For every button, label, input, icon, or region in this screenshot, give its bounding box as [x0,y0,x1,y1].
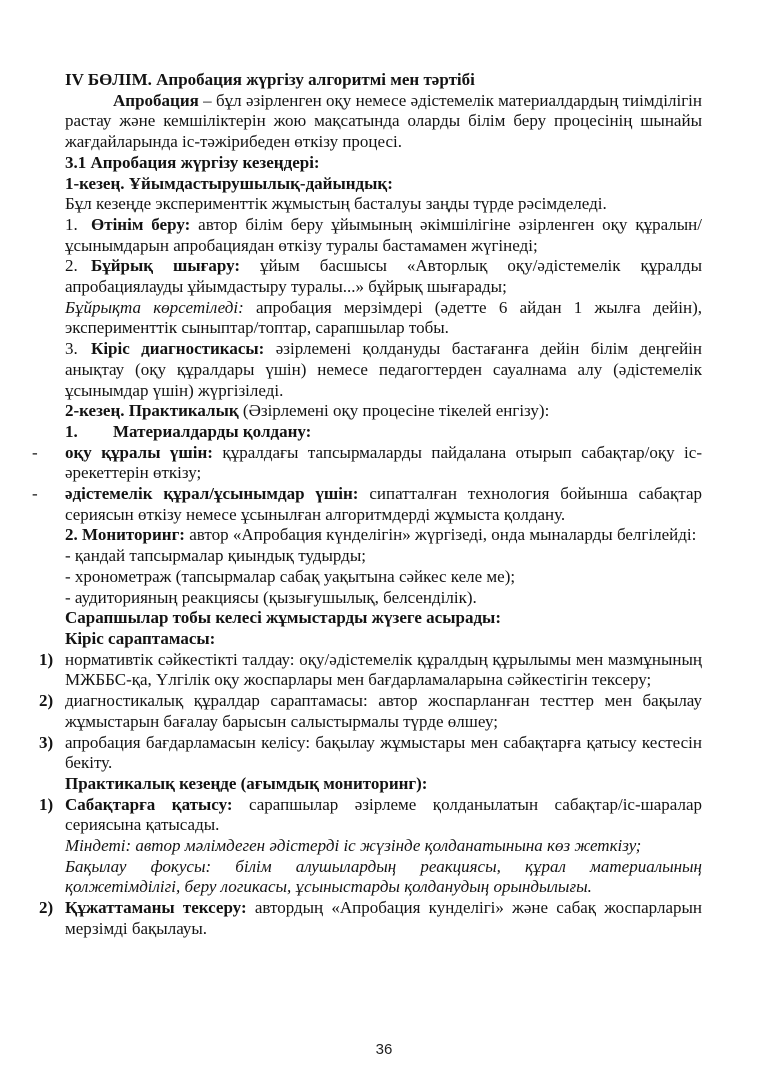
text-run: оқу құралы үшін: [65,442,213,462]
text-run: әдістемелік құрал/ұсынымдар үшін: [65,484,359,504]
text-run: - қандай тапсырмалар қиындық тудырды; [65,546,366,566]
text-run: 3.1 Апробация жүргізу кезеңдері: [65,152,320,172]
paragraph [65,857,702,898]
text-run: Сарапшылар тобы келесі жұмыстарды жүзеге асырады: [65,608,501,628]
text-run: Практикалық кезеңде (ағымдық мониторинг): [65,773,428,793]
list-marker: 1. [65,214,78,234]
text-run: 2-кезең. Практикалық [65,401,239,421]
text-run: – бұл әзірленген оқу немесе әдістемелік материалдардың тиімділігін растау және кемшіліктерін жою мақсатында оларды білім беру процесінің шынайы жағдайларында іс-тәжірибеден өткізу процесі. [65,90,702,152]
text-run: құралдағы тапсырмаларды пайдалана отырып сабақтар/оқу іс-әрекеттерін өткізу; [65,442,702,483]
text-run: Бұйрықта көрсетіледі: [65,297,244,317]
heading [65,174,702,195]
sub-list-item [65,588,702,609]
list-item [39,649,702,691]
paragraph [65,194,702,215]
text-run: Өтінім беру: [91,214,191,234]
text-run: Апробация [113,90,199,110]
list-item [39,691,702,732]
list-marker: 2) [39,898,54,918]
text-run: Бұйрық шығару: [91,256,241,276]
text-run: Бақылау фокусы: білім алушылардың реакциясы, құрал материалының қолжетімділігі, беру логикасы, ұсыныстарды қолданудың орындылығы. [65,856,702,897]
list-marker: - [32,484,38,504]
list-item [39,898,703,939]
paragraph [65,525,702,546]
text-run: апробация мерзімдері (әдетте 6 айдан 1 жылға дейін), эксперименттік сыныптар/топтар, сарапшылар тобы. [65,297,703,338]
list-marker: 3) [39,732,54,752]
list-item [65,256,702,297]
text-run: әзірлемені қолдануды бастағанға дейін білім деңгейін анықтау (оқу құралдары үшін) немесе педагогтерден сауалнама алу (әдістемелік ұсынымдар үшін) жүргізіледі. [65,339,702,400]
heading [65,629,702,650]
page-number: 36 [375,1041,393,1058]
text-run: автор білім беру ұйымының әкімшілігіне әзірленген оқу құралын/ұсынымдарын апробациядан өткізу туралы бастамамен жүгінеді; [65,214,702,255]
sub-list-item [65,567,702,588]
list-item [65,339,702,401]
text-run: автор «Апробация күнделігін» жүргізеді, онда мыналарды белгілейді: [184,525,697,545]
text-run: - хронометраж (тапсырмалар сабақ уақытына сәйкес келе ме); [65,566,516,586]
paragraph [65,836,702,857]
list-marker: 1. [65,421,78,441]
text-run: 2. Мониторинг: [65,525,185,545]
text-run: - аудиторияның реакциясы (қызығушылық, белсенділік). [65,587,477,607]
sub-list-item [65,546,702,567]
text-run: Құжаттаманы тексеру: [65,898,247,918]
text-run: 1-кезең. Ұйымдастырушылық-дайындық: [65,173,393,193]
text-run: диагностикалық құралдар сараптамасы: автор жоспарланған тесттер мен бақылау жұмыстарын бағалау барысын салыстырмалы түрде өлшеу; [65,691,702,731]
heading [65,153,702,174]
text-run: Кіріс сараптамасы: [65,628,216,648]
list-item [39,732,702,774]
text-run: сарапшылар әзірлеме қолданылатын сабақтар/іс-шаралар сериясына қатысады. [65,794,702,835]
list-item [32,442,702,484]
text-run: ұйым басшысы «Авторлық оқу/әдістемелік құралды апробациялауды ұйымдастыру туралы...» бұйрық шығарады; [65,256,702,297]
text-run: Сабақтарға қатысу: [65,794,233,814]
heading [65,774,702,795]
text-run: автордың «Апробация кунделігі» және сабақ жоспарларын мерзімді бақылауы. [65,898,703,938]
list-item [39,794,702,836]
text-run: IV БӨЛІМ. Апробация жүргізу алгоритмі мен тәртібі [65,70,475,89]
list-item [65,215,702,256]
list-marker: 1) [39,794,54,814]
paragraph [65,91,702,153]
list-marker: 3. [65,339,78,359]
paragraph [65,298,702,339]
heading [65,608,702,629]
text-run: апробация бағдарламасын келісу: бақылау жұмыстары мен сабақтарға қатысу кестесін бекіту. [65,732,702,773]
text-run: сипатталған технология бойынша сабақтар сериясын өткізу немесе ұсынылған алгоритмдерді жұмыста қолдану. [65,484,702,524]
list-marker: 2) [39,691,54,711]
text-run: Материалдарды қолдану: [113,421,312,441]
text-run: Бұл кезеңде эксперименттік жұмыстың басталуы заңды түрде рәсімделеді. [65,194,607,214]
list-item [32,484,702,525]
text-run: Кіріс диагностикасы: [91,339,265,359]
text-run: нормативтік сәйкестікті талдау: оқу/әдістемелік құралдың құрылымы мен мазмұнының МЖББС-қа, Үлгілік оқу жоспарлары мен бағдарламаларына сәйкестігін тексеру; [65,649,702,690]
list-marker: 2. [65,256,78,276]
paragraph [65,401,702,422]
list-marker: 1) [39,649,54,669]
section-title [65,70,702,91]
list-item [65,422,702,443]
text-run: (Әзірлемені оқу процесіне тікелей енгізу): [238,401,550,421]
text-run: Міндеті: автор мәлімдеген әдістерді іс жүзінде қолданатынына көз жеткізу; [65,836,642,856]
list-marker: - [32,442,38,462]
document-body [32,70,703,940]
